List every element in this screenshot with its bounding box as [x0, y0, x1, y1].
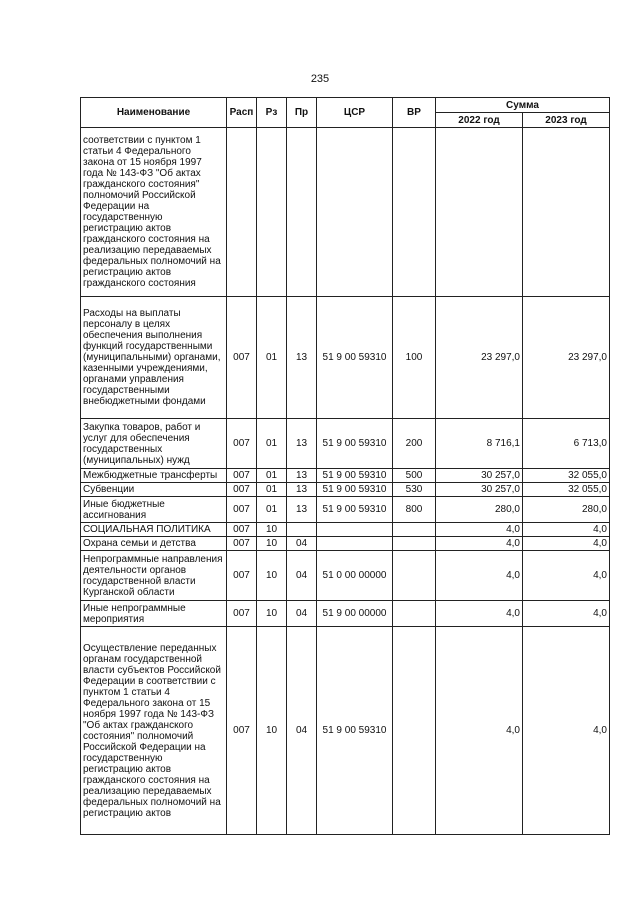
row-rz: 10 — [257, 627, 287, 835]
header-vr: ВР — [393, 98, 436, 128]
row-sum-2022: 4,0 — [436, 627, 523, 835]
row-pr: 13 — [287, 469, 317, 483]
header-sum: Сумма — [436, 98, 610, 113]
row-pr: 13 — [287, 497, 317, 523]
row-rasp: 007 — [227, 627, 257, 835]
row-rz: 01 — [257, 469, 287, 483]
row-vr — [393, 627, 436, 835]
row-name: Межбюджетные трансферты — [81, 469, 227, 483]
row-csr — [317, 537, 393, 551]
row-csr: 51 9 00 59310 — [317, 497, 393, 523]
row-sum-2023: 4,0 — [523, 537, 610, 551]
row-name: Иные бюджетные ассигнования — [81, 497, 227, 523]
row-vr: 100 — [393, 297, 436, 419]
row-name: Непрограммные направления деятельности органов государственной власти Курганской области — [81, 551, 227, 601]
table-row — [81, 469, 610, 483]
row-pr: 13 — [287, 297, 317, 419]
row-name: СОЦИАЛЬНАЯ ПОЛИТИКА — [81, 523, 227, 537]
row-rz: 01 — [257, 297, 287, 419]
row-rz: 10 — [257, 523, 287, 537]
page-number: 235 — [310, 73, 330, 85]
table-row — [81, 297, 610, 419]
row-sum-2023: 4,0 — [523, 551, 610, 601]
header-2022: 2022 год — [436, 113, 523, 128]
row-csr: 51 0 00 00000 — [317, 551, 393, 601]
row-rasp: 007 — [227, 419, 257, 469]
row-vr — [393, 523, 436, 537]
row-csr: 51 9 00 59310 — [317, 483, 393, 497]
row-rz: 10 — [257, 537, 287, 551]
row-sum-2022: 8 716,1 — [436, 419, 523, 469]
row-sum-2023 — [523, 128, 610, 297]
row-rasp: 007 — [227, 297, 257, 419]
row-name: Иные непрограммные мероприятия — [81, 601, 227, 627]
row-csr — [317, 523, 393, 537]
row-rasp: 007 — [227, 551, 257, 601]
table-row — [81, 497, 610, 523]
row-rasp: 007 — [227, 601, 257, 627]
header-rasp: Расп — [227, 98, 257, 128]
row-rasp: 007 — [227, 523, 257, 537]
row-sum-2022: 4,0 — [436, 537, 523, 551]
row-sum-2022 — [436, 128, 523, 297]
row-vr — [393, 128, 436, 297]
row-sum-2023: 4,0 — [523, 523, 610, 537]
row-pr — [287, 128, 317, 297]
row-sum-2022: 4,0 — [436, 551, 523, 601]
row-vr: 800 — [393, 497, 436, 523]
row-sum-2023: 23 297,0 — [523, 297, 610, 419]
table-row — [81, 551, 610, 601]
row-rz: 01 — [257, 419, 287, 469]
row-rasp: 007 — [227, 537, 257, 551]
row-pr: 13 — [287, 483, 317, 497]
header-pr: Пр — [287, 98, 317, 128]
row-rz — [257, 128, 287, 297]
row-sum-2023: 32 055,0 — [523, 483, 610, 497]
row-pr: 04 — [287, 601, 317, 627]
row-name: Закупка товаров, работ и услуг для обеспечения государственных (муниципальных) нужд — [81, 419, 227, 469]
row-pr: 04 — [287, 551, 317, 601]
row-csr: 51 9 00 59310 — [317, 469, 393, 483]
row-sum-2023: 32 055,0 — [523, 469, 610, 483]
row-name: Расходы на выплаты персоналу в целях обеспечения выполнения функций государственными (муниципальными) органами, казенными учреждениями, органами управления государственными внебюджетными фондами — [81, 297, 227, 419]
table-row — [81, 601, 610, 627]
row-vr — [393, 601, 436, 627]
row-sum-2023: 4,0 — [523, 601, 610, 627]
row-sum-2022: 30 257,0 — [436, 469, 523, 483]
budget-table — [80, 97, 610, 835]
row-name: Осуществление переданных органам государственной власти субъектов Российской Федерации в соответствии с пунктом 1 статьи 4 Федерального закона от 15 ноября 1997 года № 143-ФЗ "Об актах гражданского состояния" полномочий Российской Федерации на государственную регистрацию актов гражданского состояния на реализацию передаваемых федеральных полномочий на регистрацию актов — [81, 627, 227, 835]
table-row — [81, 419, 610, 469]
row-csr: 51 9 00 59310 — [317, 419, 393, 469]
row-sum-2022: 4,0 — [436, 523, 523, 537]
header-rz: Рз — [257, 98, 287, 128]
row-sum-2023: 280,0 — [523, 497, 610, 523]
row-name: Охрана семьи и детства — [81, 537, 227, 551]
row-rasp: 007 — [227, 483, 257, 497]
row-csr: 51 9 00 59310 — [317, 627, 393, 835]
row-vr — [393, 537, 436, 551]
header-csr: ЦСР — [317, 98, 393, 128]
row-csr: 51 9 00 59310 — [317, 297, 393, 419]
row-rz: 10 — [257, 551, 287, 601]
row-vr: 200 — [393, 419, 436, 469]
row-pr: 04 — [287, 627, 317, 835]
table-row — [81, 523, 610, 537]
table-row — [81, 128, 610, 297]
row-rasp — [227, 128, 257, 297]
row-sum-2022: 4,0 — [436, 601, 523, 627]
row-csr: 51 9 00 00000 — [317, 601, 393, 627]
table-row — [81, 483, 610, 497]
row-sum-2022: 30 257,0 — [436, 483, 523, 497]
header-name: Наименование — [81, 98, 227, 128]
header-2023: 2023 год — [523, 113, 610, 128]
row-sum-2023: 6 713,0 — [523, 419, 610, 469]
row-rz: 10 — [257, 601, 287, 627]
row-sum-2023: 4,0 — [523, 627, 610, 835]
row-sum-2022: 23 297,0 — [436, 297, 523, 419]
row-name: соответствии с пунктом 1 статьи 4 Федерального закона от 15 ноября 1997 года № 143-ФЗ "Об актах гражданского состояния" полномочий Российской Федерации на государственную регистрацию актов гражданского состояния на реализацию передаваемых федеральных полномочий на регистрацию актов гражданского состояния — [81, 128, 227, 297]
row-pr: 04 — [287, 537, 317, 551]
row-vr: 500 — [393, 469, 436, 483]
table-row — [81, 627, 610, 835]
row-csr — [317, 128, 393, 297]
table-row — [81, 537, 610, 551]
row-pr — [287, 523, 317, 537]
row-rasp: 007 — [227, 469, 257, 483]
row-vr — [393, 551, 436, 601]
row-name: Субвенции — [81, 483, 227, 497]
row-rz: 01 — [257, 497, 287, 523]
row-sum-2022: 280,0 — [436, 497, 523, 523]
row-pr: 13 — [287, 419, 317, 469]
row-vr: 530 — [393, 483, 436, 497]
row-rz: 01 — [257, 483, 287, 497]
row-rasp: 007 — [227, 497, 257, 523]
